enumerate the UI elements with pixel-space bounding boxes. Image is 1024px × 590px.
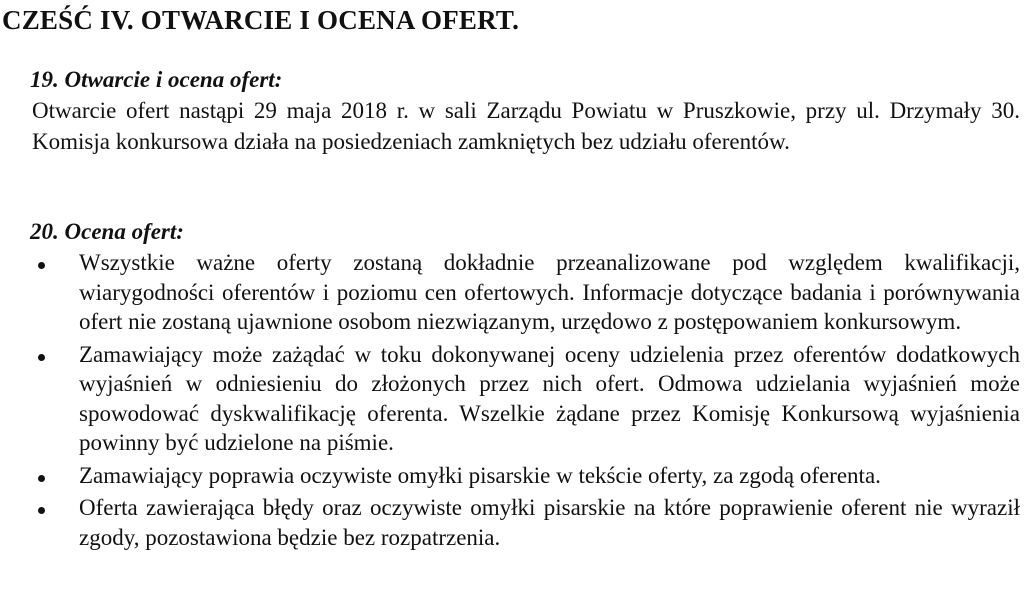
bullet-icon <box>38 475 45 482</box>
part-heading: CZEŚĆ IV. OTWARCIE I OCENA OFERT. <box>2 5 520 35</box>
bullet-text: Zamawiający poprawia oczywiste omyłki pisarskie w tekście oferty, za zgodą oferenta. <box>79 462 881 488</box>
section-19-heading: 19. Otwarcie i ocena ofert: <box>30 67 283 92</box>
section-19-paragraph: Otwarcie ofert nastąpi 29 maja 2018 r. w sali Zarządu Powiatu w Pruszkowie, przy ul. Drzymały 30. Komisja konkursowa działa na posiedzeniach zamkniętych bez udziału oferentów. <box>32 98 1020 154</box>
bullet-text: Wszystkie ważne oferty zostaną dokładnie przeanalizowane pod względem kwalifikacji, wiarygodności oferentów i poziomu cen ofertowych. Informacje dotyczące badania i porównywania ofert nie zostaną ujawnione osobom niezwiązanym, urzędowo z postępowaniem konkursowym. <box>79 250 1020 334</box>
section-20-bullet-list <box>0 248 1024 555</box>
list-item <box>0 248 1024 337</box>
bullet-icon <box>38 262 45 269</box>
list-item <box>0 493 1024 552</box>
section-20-heading: 20. Ocena ofert: <box>30 219 184 244</box>
list-item <box>0 461 1024 491</box>
bullet-text: Zamawiający może zażądać w toku dokonywanej oceny udzielenia przez oferentów dodatkowych wyjaśnień w odniesieniu do złożonych przez nich ofert. Odmowa udzielania wyjaśnień może spowodować dyskwalifikację oferenta. Wszelkie żądane przez Komisję Konkursową wyjaśnienia powinny być udzielone na piśmie. <box>79 341 1020 455</box>
bullet-text: Oferta zawierająca błędy oraz oczywiste omyłki pisarskie na które poprawienie oferent nie wyraził zgody, pozostawiona będzie bez rozpatrzenia. <box>79 495 1020 550</box>
bullet-icon <box>38 354 45 361</box>
list-item <box>0 340 1024 458</box>
bullet-icon <box>38 507 45 514</box>
